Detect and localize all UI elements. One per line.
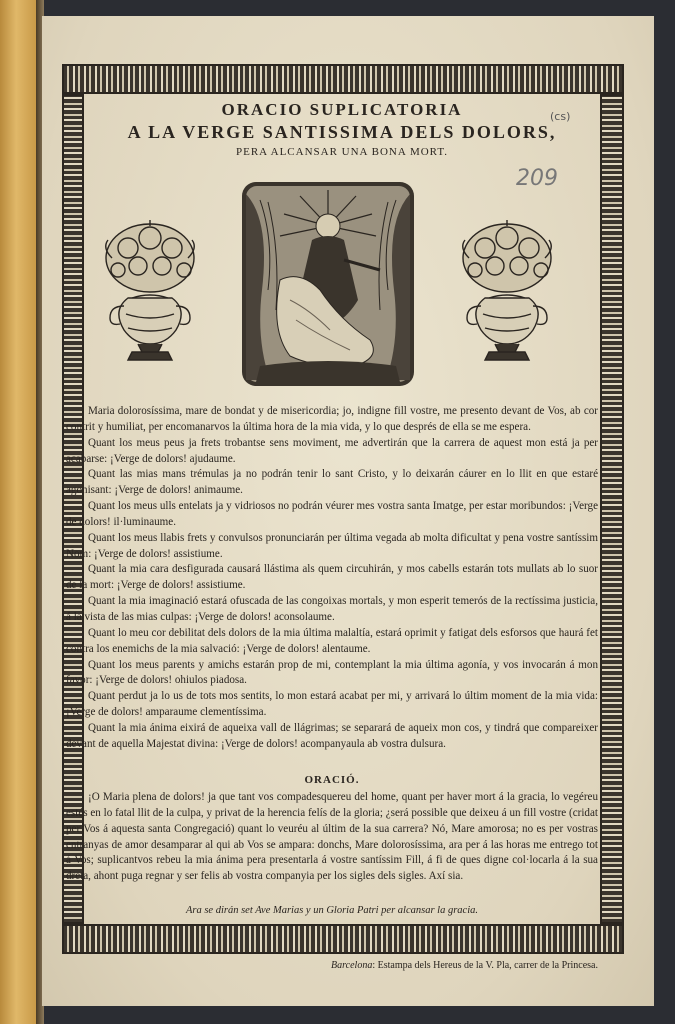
supplication-text (66, 404, 598, 753)
book-spine (0, 0, 36, 1024)
paragraph: Quant lo meu cor debilitat dels dolors de la mia última malaltía, estará oprimit y fatigat dels esforsos que haurá fet contra los enemichs de la mia salvació: ¡Verge de dolors! alentaume. (66, 626, 598, 655)
paragraph: Quant la mia cara desfigurada causará llástima als quem circuhirán, y mos cabells estarán tots mullats ab lo suor de la mort: ¡Verge de dolors! assistiume. (66, 563, 598, 592)
paragraph: Quant los meus llabis frets y convulsos pronunciarán per última vegada ab molta dificultat y pena vostre santíssim Nom: ¡Verge de dolors! assistiume. (66, 531, 598, 560)
paragraph: Quant la mia imaginació estará ofuscada de las congoixas mortals, y mon esperit temerós de la rectíssima justicia, á la vista de las mias culpas: ¡Verge de dolors! aconsolaume. (66, 595, 598, 623)
paragraph: Quant perdut ja lo us de tots mos sentits, lo mon estará acabat per mi, y arrivará lo últim moment de la mia vida: ¡Verge de dolors! amparaume clementíssima. (66, 690, 598, 719)
flower-vase-icon (98, 218, 202, 366)
ornamental-border-right (600, 94, 624, 924)
paragraph: ¡O Maria plena de dolors! ja que tant vos compadesquereu del home, quant per haver mort á la gracia, lo vegéreu estés en lo fatal llit de la culpa, y privat de la herencia felís de la gloria; ¿será possible que deixeu á un fill vostre (cridat per Vos á aquesta santa Congregació) quant lo veuréu al últim de la sua carrera? Nó, Mare amorosa; no es per vostras entranyas de amor desamparar al qui ab Vos se ampara: donchs, Mare dolorosíssima, ara per á las horas me entrego tot á Vos; suplicantvos rebeu la mia ánima pera presentarla á vostre santíssim Fill, á fi de ques digne col·locarla á la sua dreta, ahont puga regnar y ser felis ab vostra companyia per los sigles dels sigles. Axí sia. (66, 791, 598, 883)
oracio-heading: ORACIÓ. (304, 774, 360, 786)
printed-sheet (42, 16, 654, 1006)
printer-imprint (242, 960, 598, 971)
paragraph: Quant los meus parents y amichs estarán prop de mi, contemplant la mia última agonía, y vos invocarán á mon favor: ¡Verge de dolors! ohiulos piadosa. (66, 658, 598, 687)
rubric: Ara se dirán set Ave Marias y un Gloria Patri per alcansar la gracia. (185, 905, 479, 916)
flower-vase-icon (455, 218, 559, 366)
paragraph: Quant los meus peus ja frets trobantse sens moviment, me advertirán que la carrera de aquest mon está ja per acabarse: ¡Verge de dolors! ajudaume. (66, 436, 598, 465)
imprint-city: Barcelona (331, 960, 373, 971)
handwritten-number: 209 (516, 166, 558, 191)
paragraph: Quant la mia ánima eixirá de aqueixa vall de llágrimas; se separará de aqueix mon cos, y tindrá que compareixer devant de aquella Majestat divina: ¡Verge de dolors! acompanyaula ab vostra dulsura. (66, 721, 598, 750)
catalog-note: (cs) (550, 110, 571, 123)
title-line-2: A LA VERGE SANTISSIMA DELS DOLORS, (127, 122, 557, 142)
oracio-text (66, 790, 598, 885)
pieta-engraving-icon (240, 180, 416, 388)
paragraph: Quant los meus ulls entelats ja y vidriosos no podrán véurer mes vostra santa Imatge, per estar moribundos: ¡Verge de dolors! il·luminaume. (66, 500, 598, 528)
imprint-printer: : Estampa dels Hereus de la V. Pla, carrer de la Princesa. (372, 960, 598, 971)
ornamental-border-top (62, 64, 624, 94)
ornamental-border-bottom (62, 924, 624, 954)
paragraph: Quant las mias mans trémulas ja no podrán tenir lo sant Cristo, y lo deixarán cáurer en lo llit en que estaré agonisant: ¡Verge de dolors! animaume. (66, 468, 598, 497)
subtitle: PERA ALCANSAR UNA BONA MORT. (235, 146, 449, 158)
title-line-1: ORACIO SUPLICATORIA (221, 100, 463, 119)
paragraph: Maria dolorosíssima, mare de bondat y de misericordia; jo, indigne fill vostre, me presento devant de Vos, ab cor contrit y humiliat, per encomanarvos la última hora de la mia vida, y lo que després de ella se me espera. (66, 405, 598, 433)
